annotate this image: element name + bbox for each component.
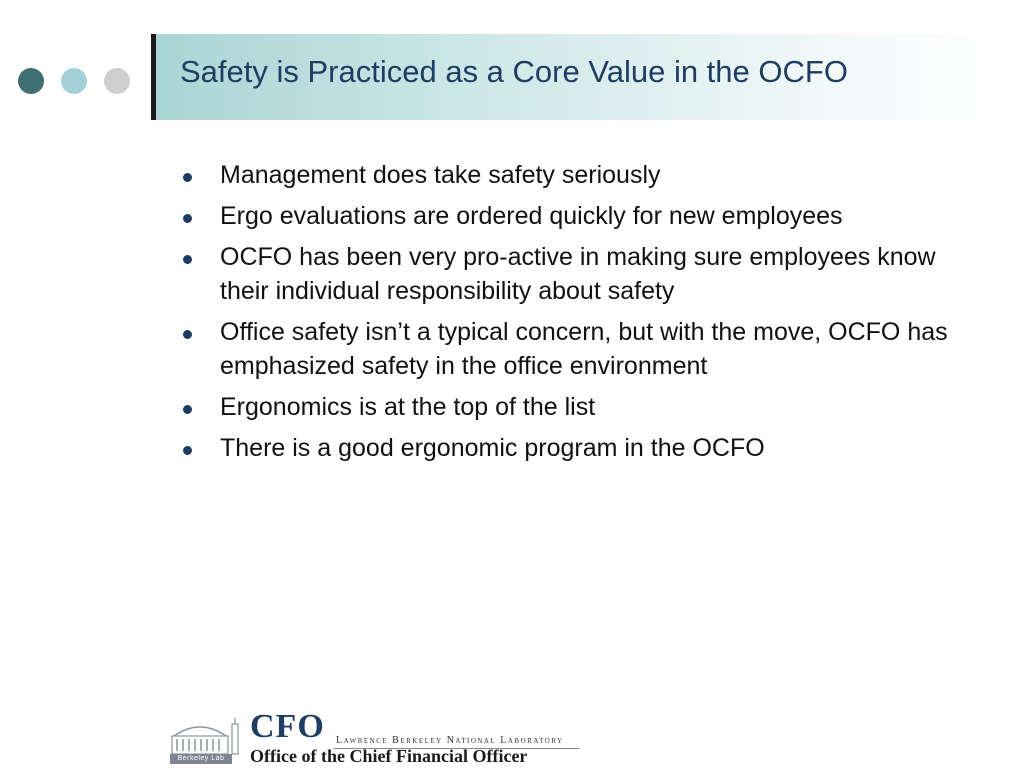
slide-title: Safety is Practiced as a Core Value in the OCFO [180, 54, 848, 89]
bullet-icon [183, 214, 192, 223]
lab-name: Lawrence Berkeley National Laboratory [336, 735, 564, 746]
bullet-text: Ergonomics is at the top of the list [220, 393, 596, 421]
berkeley-lab-tag: Berkeley Lab [170, 754, 232, 764]
decorative-dots [18, 68, 138, 96]
bullet-text: Ergo evaluations are ordered quickly for new employees [220, 202, 843, 230]
decorative-dot-dark [18, 68, 44, 94]
title-rule [151, 34, 156, 120]
bullet-icon [183, 173, 192, 182]
bullet-list [180, 158, 960, 472]
bullet-text: Office safety isn’t a typical concern, but with the move, OCFO has emphasized safety in the office environment [220, 318, 948, 380]
bullet-icon [183, 446, 192, 455]
bullet-item [180, 240, 960, 308]
bullet-item [180, 315, 960, 383]
bullet-icon [183, 255, 192, 264]
ocfo-logo [168, 708, 588, 768]
bullet-item [180, 390, 960, 424]
bullet-item [180, 199, 960, 233]
bullet-text: OCFO has been very pro-active in making sure employees know their individual responsibility about safety [220, 243, 936, 305]
bullet-icon [183, 405, 192, 414]
bullet-icon [183, 330, 192, 339]
cfo-abbrev: CFO [250, 708, 325, 745]
decorative-dot-gray [104, 68, 130, 94]
bullet-text: There is a good ergonomic program in the OCFO [220, 434, 765, 462]
bullet-item [180, 431, 960, 465]
decorative-dot-light [61, 68, 87, 94]
bullet-item [180, 158, 960, 192]
bullet-text: Management does take safety seriously [220, 161, 661, 189]
office-name: Office of the Chief Financial Officer [250, 746, 528, 766]
